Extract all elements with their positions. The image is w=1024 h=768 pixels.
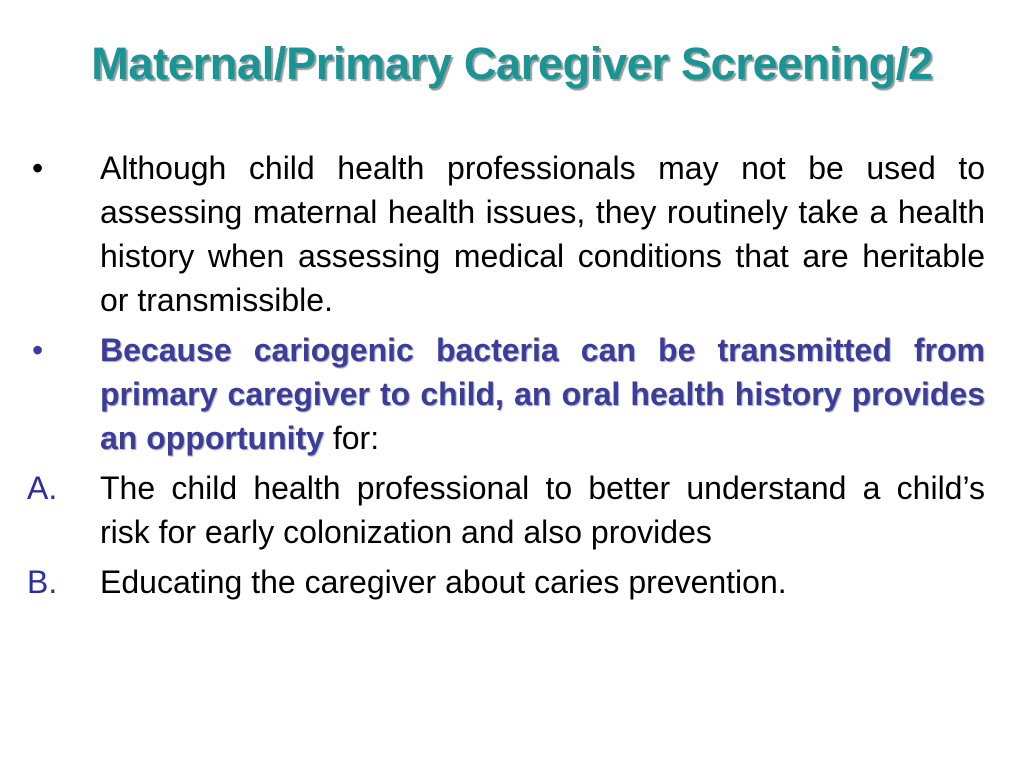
letter-marker: A. [27,470,58,506]
slide-title: Maternal/Primary Caregiver Screening/2 [91,38,933,89]
list-item [27,146,985,322]
list-item-text [100,328,985,460]
list-item-text: Educating the caregiver about caries prevention. [100,564,787,600]
list-item-text: Although child health professionals may not be used to assessing maternal health issues, they routinely take a health history when assessing medical conditions that are heritable or transmissible. [100,150,985,318]
letter-marker: B. [27,564,58,600]
bullet-marker: • [32,332,44,368]
bullet-marker: • [32,150,44,186]
emphasized-text: Because cariogenic bacteria can be transmitted from primary caregiver to child, an oral health history provides an opportunity [100,332,985,456]
slide-body [27,146,985,604]
list-item [27,466,985,554]
list-item-tail-text: for: [323,420,380,456]
list-item [27,560,985,604]
list-item [27,328,985,460]
list-item-text: The child health professional to better understand a child’s risk for early colonization and also provides [100,470,985,550]
